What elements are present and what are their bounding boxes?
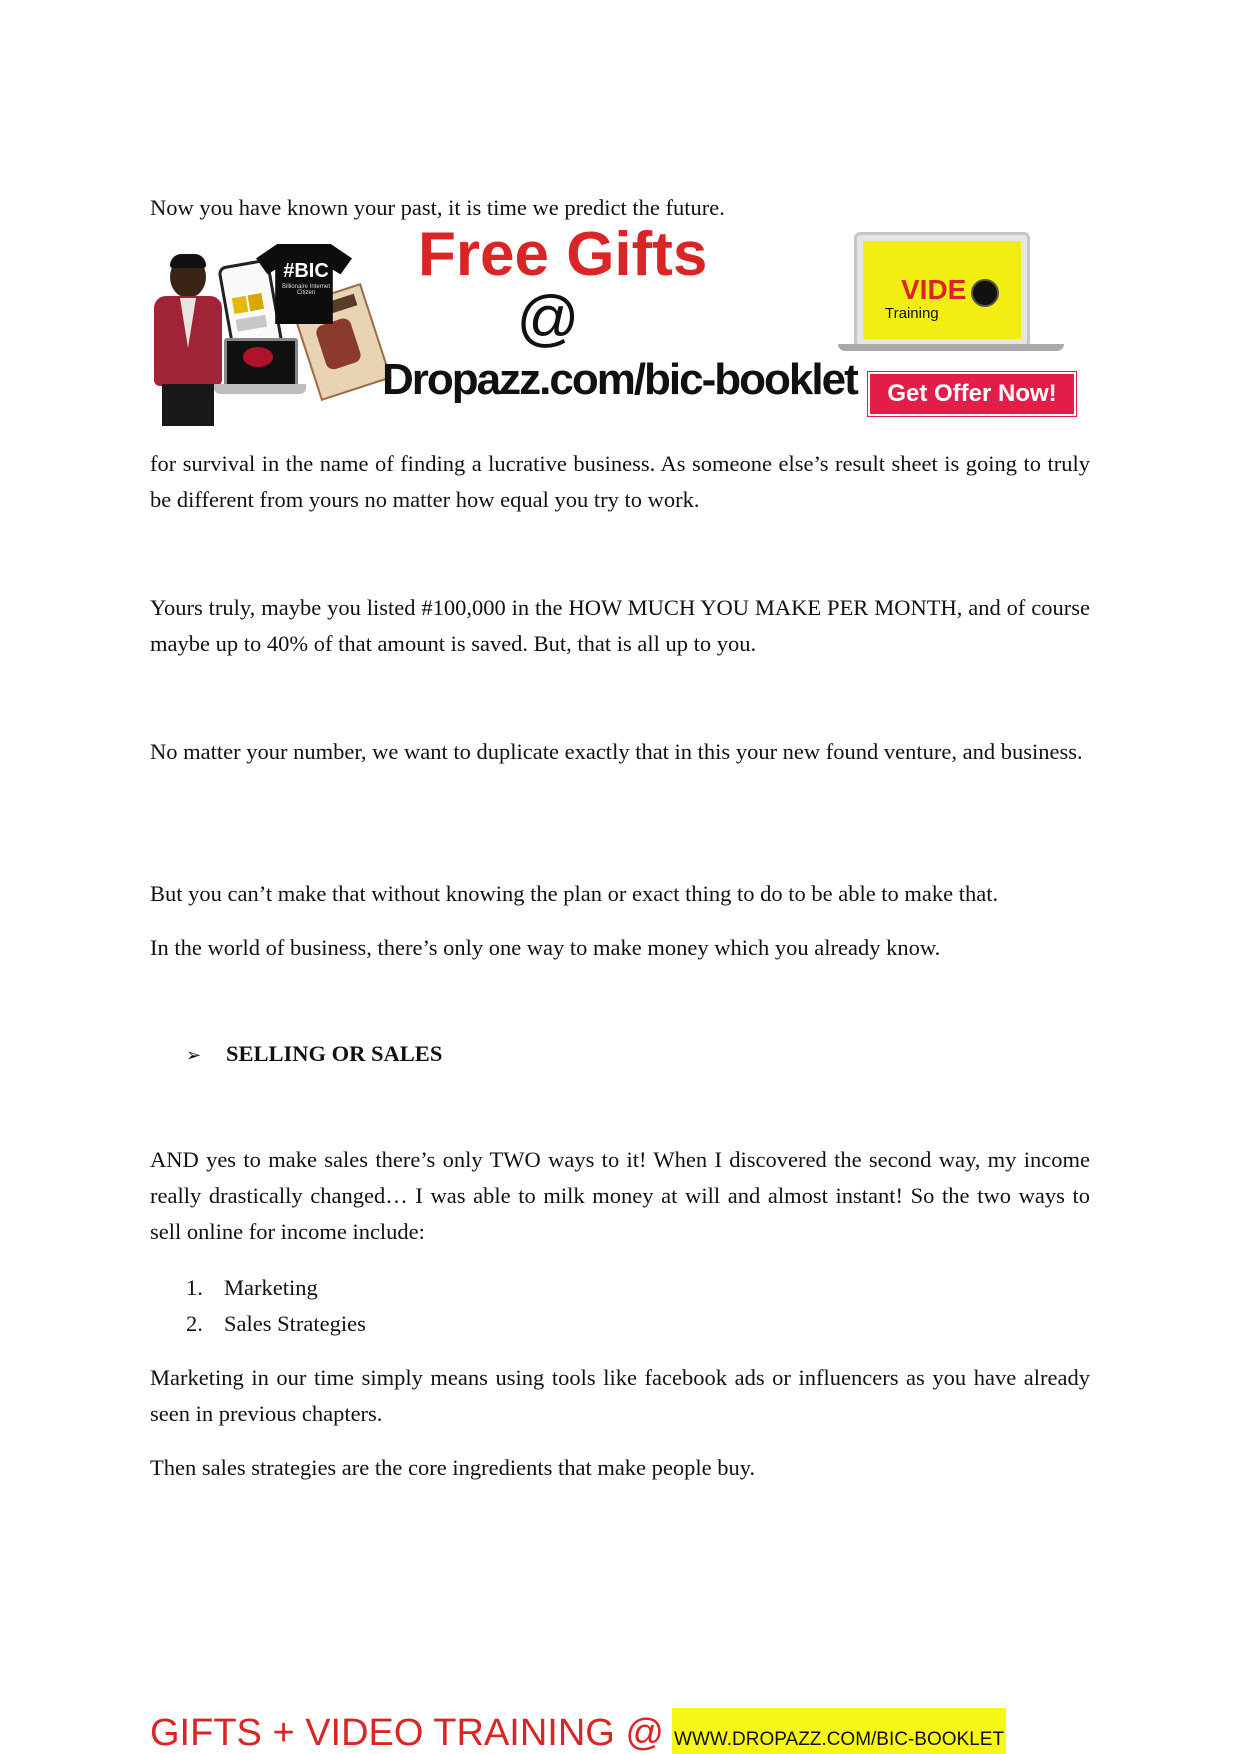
video-label: VIDE bbox=[901, 274, 967, 305]
author-photo bbox=[148, 256, 228, 426]
paragraph-strategies: Then sales strategies are the core ingredients that make people buy. bbox=[150, 1455, 756, 1480]
intro-line: Now you have known your past, it is time we predict the future. bbox=[150, 195, 725, 220]
list-item: 1. Marketing bbox=[186, 1275, 318, 1300]
laptop-base bbox=[838, 344, 1064, 351]
footer-url-link[interactable]: WWW.DROPAZZ.COM/BIC-BOOKLET bbox=[672, 1708, 1006, 1754]
footer-text: GIFTS + VIDEO TRAINING @ bbox=[150, 1712, 665, 1754]
tshirt-text: #BIC bbox=[283, 260, 329, 282]
bullet-heading: SELLING OR SALES bbox=[226, 1041, 443, 1066]
list-item: 2. Sales Strategies bbox=[186, 1311, 366, 1336]
paragraph-yours-truly: Yours truly, maybe you listed #100,000 in the HOW MUCH YOU MAKE PER MONTH, and of course maybe up to 40% of that amount is saved. But, that is all up to you. bbox=[150, 595, 1090, 656]
paragraph-survival: for survival in the name of finding a lucrative business. As someone else’s result sheet is going to truly be different from yours no matter how equal you try to work. bbox=[150, 451, 1090, 512]
video-training-laptop bbox=[854, 232, 1030, 348]
bullet-selling bbox=[186, 1036, 442, 1074]
paragraph-world-of-business: In the world of business, there’s only one way to make money which you already know. bbox=[150, 935, 941, 960]
footer-banner bbox=[150, 1708, 1006, 1754]
paragraph-sales: AND yes to make sales there’s only TWO ways to it! When I discovered the second way, my income really drastically changed… I was able to milk money at will and almost instant! So the two ways to sell online for income include: bbox=[150, 1147, 1090, 1244]
paragraph-no-matter: No matter your number, we want to duplicate exactly that in this your new found venture, and business. bbox=[150, 739, 1083, 764]
tshirt-subtext: Billionaire Internet Citizen bbox=[281, 284, 331, 296]
get-offer-button[interactable]: Get Offer Now! bbox=[868, 372, 1076, 416]
paragraph-cant-make: But you can’t make that without knowing the plan or exact thing to do to be able to make that. bbox=[150, 881, 999, 906]
paragraph-marketing: Marketing in our time simply means using tools like facebook ads or influencers as you have already seen in previous chapters. bbox=[150, 1365, 1090, 1426]
sales-ways-list bbox=[186, 1270, 366, 1342]
at-symbol: @ bbox=[516, 284, 580, 353]
free-gifts-title: Free Gifts bbox=[418, 220, 708, 289]
banner-url[interactable]: Dropazz.com/bic-booklet bbox=[382, 355, 857, 404]
arrow-bullet-icon: ➢ bbox=[186, 1045, 202, 1066]
laptop-base bbox=[214, 384, 306, 394]
laptop-image bbox=[224, 338, 298, 388]
free-gifts-banner[interactable] bbox=[148, 220, 1092, 432]
training-label: Training bbox=[885, 305, 939, 322]
dropazz-badge-icon bbox=[971, 279, 999, 307]
